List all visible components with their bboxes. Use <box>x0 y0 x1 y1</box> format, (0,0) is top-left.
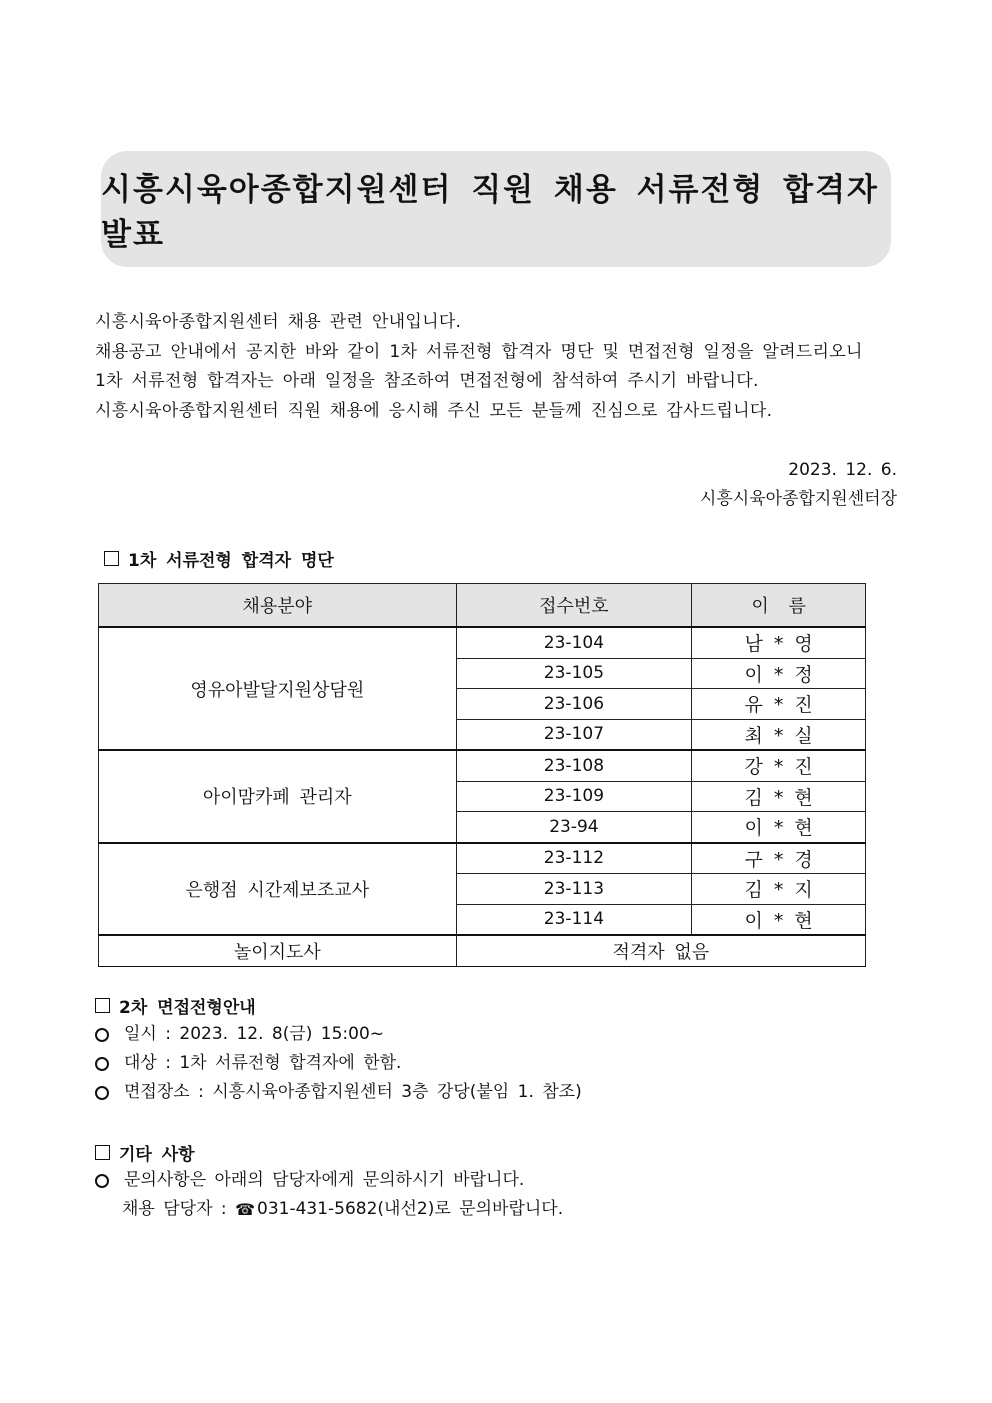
number-cell: 23-109 <box>456 781 692 812</box>
number-cell: 23-106 <box>456 689 692 720</box>
name-cell: 이 * 정 <box>692 658 866 689</box>
list-item <box>95 1078 582 1107</box>
telephone-icon: ☎ <box>235 1200 255 1219</box>
circle-bullet-icon <box>95 1057 109 1071</box>
contact-phone: 031-431-5682(내선2)로 문의바랍니다. <box>257 1199 564 1219</box>
field-cell: 놀이지도사 <box>99 935 457 966</box>
number-cell: 23-112 <box>456 843 692 874</box>
intro-paragraph <box>95 308 905 426</box>
table-row <box>99 627 866 658</box>
announcement-date: 2023. 12. 6. <box>788 460 897 480</box>
interview-target: 대상 : 1차 서류전형 합격자에 한함. <box>124 1053 402 1073</box>
name-cell: 김 * 현 <box>692 781 866 812</box>
signer: 시흥시육아종합지원센터장 <box>699 489 897 509</box>
header-name: 이 름 <box>692 584 866 628</box>
contact-line <box>95 1195 563 1224</box>
checkbox-square-icon <box>95 998 110 1013</box>
intro-line: 시흥시육아종합지원센터 채용 관련 안내입니다. <box>95 312 462 332</box>
section3-heading <box>95 1140 195 1165</box>
number-cell: 23-113 <box>456 874 692 905</box>
field-cell: 영유아발달지원상담원 <box>99 627 457 750</box>
title-banner <box>101 151 891 267</box>
name-cell: 남 * 영 <box>692 627 866 658</box>
section3-heading-text: 기타 사항 <box>119 1145 195 1165</box>
name-cell: 이 * 현 <box>692 812 866 843</box>
name-cell: 강 * 진 <box>692 750 866 781</box>
number-cell: 23-114 <box>456 904 692 935</box>
header-field: 채용분야 <box>99 584 457 628</box>
circle-bullet-icon <box>95 1174 109 1188</box>
intro-line: 1차 서류전형 합격자는 아래 일정을 참조하여 면접전형에 참석하여 주시기 바랍니다. <box>95 371 759 391</box>
section1-heading-text: 1차 서류전형 합격자 명단 <box>128 551 334 571</box>
number-cell: 23-107 <box>456 719 692 750</box>
list-item <box>95 1020 582 1049</box>
field-cell: 아이맘카페 관리자 <box>99 750 457 843</box>
circle-bullet-icon <box>95 1028 109 1042</box>
section2-heading-text: 2차 면접전형안내 <box>119 998 256 1018</box>
table-row <box>99 843 866 874</box>
intro-line: 채용공고 안내에서 공지한 바와 같이 1차 서류전형 합격자 명단 및 면접전형 일정을 알려드리오니 <box>95 341 863 362</box>
name-cell: 김 * 지 <box>692 874 866 905</box>
interview-date: 일시 : 2023. 12. 8(금) 15:00~ <box>124 1024 385 1044</box>
checkbox-square-icon <box>95 1145 110 1160</box>
date-signature <box>700 456 897 514</box>
section1-heading <box>104 546 334 571</box>
intro-line: 시흥시육아종합지원센터 직원 채용에 응시해 주신 모든 분들께 진심으로 감사드립니다. <box>95 400 773 421</box>
section2-heading <box>95 993 256 1018</box>
name-cell: 유 * 진 <box>692 689 866 720</box>
other-info-list <box>95 1166 563 1224</box>
number-cell: 23-105 <box>456 658 692 689</box>
interview-info-list <box>95 1020 582 1107</box>
table-row <box>99 935 866 966</box>
name-cell: 이 * 현 <box>692 904 866 935</box>
applicant-table <box>98 583 866 967</box>
list-item <box>95 1166 563 1195</box>
number-cell: 23-104 <box>456 627 692 658</box>
list-item <box>95 1049 582 1078</box>
contact-prefix: 채용 담당자 : <box>122 1199 236 1219</box>
number-cell: 23-94 <box>456 812 692 843</box>
header-number: 접수번호 <box>456 584 692 628</box>
table-row <box>99 750 866 781</box>
circle-bullet-icon <box>95 1086 109 1100</box>
field-cell: 은행점 시간제보조교사 <box>99 843 457 936</box>
inquiry-text: 문의사항은 아래의 담당자에게 문의하시기 바랍니다. <box>124 1170 525 1190</box>
name-cell: 최 * 실 <box>692 719 866 750</box>
interview-location: 면접장소 : 시흥시육아종합지원센터 3층 강당(붙임 1. 참조) <box>124 1082 582 1102</box>
checkbox-square-icon <box>104 551 119 566</box>
no-candidate-cell: 적격자 없음 <box>456 935 865 966</box>
page-title: 시흥시육아종합지원센터 직원 채용 서류전형 합격자 발표 <box>101 172 879 253</box>
name-cell: 구 * 경 <box>692 843 866 874</box>
number-cell: 23-108 <box>456 750 692 781</box>
